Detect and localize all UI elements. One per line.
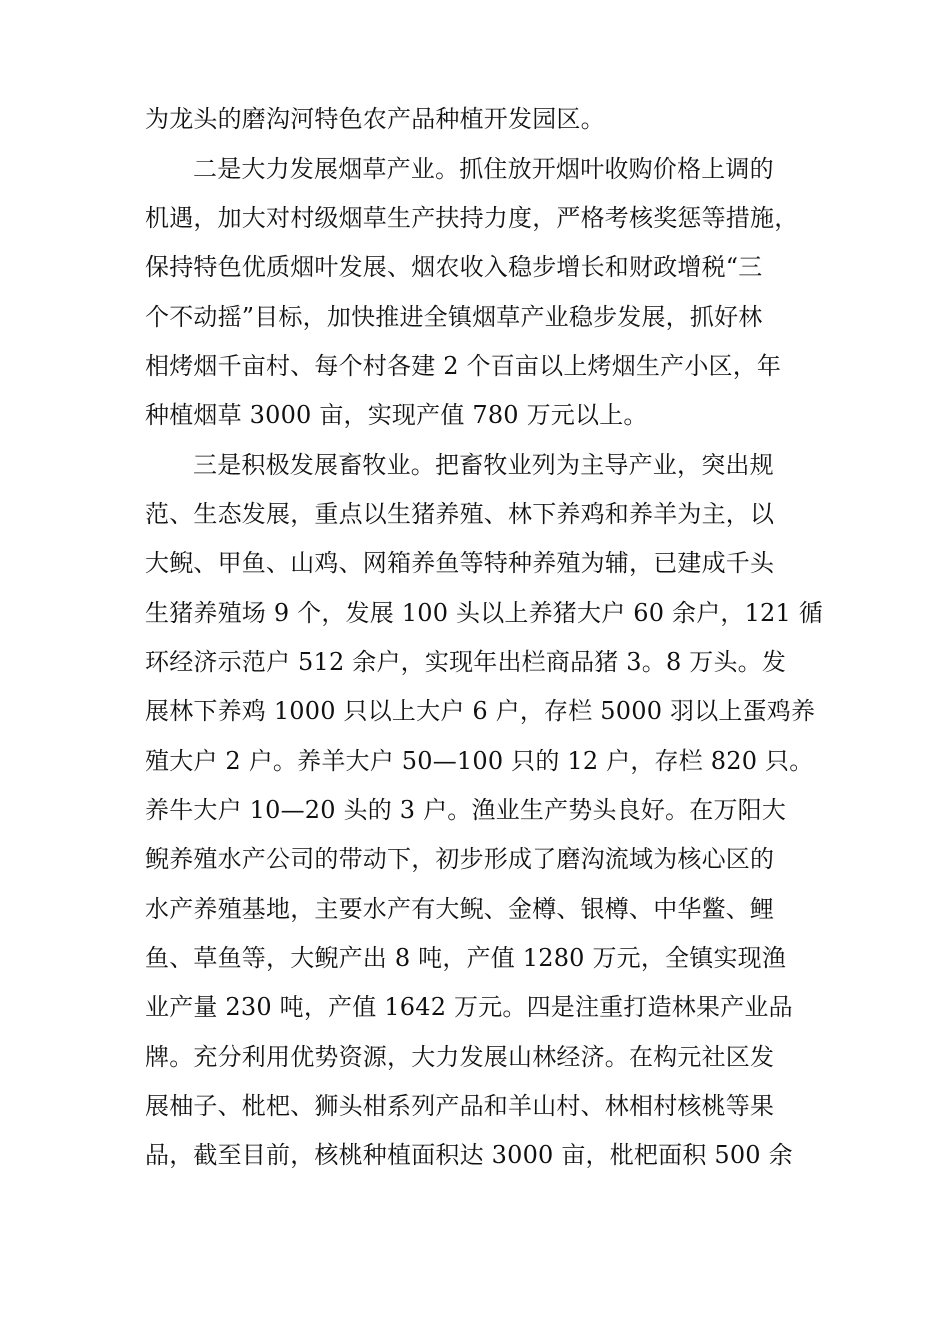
text-line-1: 为龙头的磨沟河特色农产品种植开发园区。 — [145, 105, 605, 133]
text-line-11: 生猪养殖场 9 个，发展 100 头以上养猪大户 60 余户，121 循 — [145, 599, 824, 627]
text-line-17: 水产养殖基地，主要水产有大鲵、金樽、银樽、中华鳖、鲤 — [145, 895, 775, 923]
text-line-3: 机遇，加大对村级烟草生产扶持力度，严格考核奖惩等措施， — [145, 204, 799, 232]
text-line-10: 大鲵、甲鱼、山鸡、网箱养鱼等特种养殖为辅，已建成千头 — [145, 549, 775, 577]
text-line-5: 个不动摇”目标，加快推进全镇烟草产业稳步发展，抓好林 — [145, 303, 763, 331]
text-line-6: 相烤烟千亩村、每个村各建 2 个百亩以上烤烟生产小区，年 — [145, 352, 782, 380]
text-line-19: 业产量 230 吨，产值 1642 万元。四是注重打造林果产业品 — [145, 993, 793, 1021]
text-line-20: 牌。充分利用优势资源，大力发展山林经济。在构元社区发 — [145, 1043, 775, 1071]
text-line-15: 养牛大户 10—20 头的 3 户。渔业生产势头良好。在万阳大 — [145, 796, 787, 824]
text-line-21: 展柚子、枇杷、狮头柑系列产品和羊山村、林相村核桃等果 — [145, 1092, 775, 1120]
text-line-4: 保持特色优质烟叶发展、烟农收入稳步增长和财政增税“三 — [145, 253, 763, 281]
text-line-18: 鱼、草鱼等，大鲵产出 8 吨，产值 1280 万元，全镇实现渔 — [145, 944, 787, 972]
paragraph-2-line-1: 二是大力发展烟草产业。抓住放开烟叶收购价格上调的 — [193, 155, 774, 183]
text-line-9: 范、生态发展，重点以生猪养殖、林下养鸡和养羊为主，以 — [145, 500, 775, 528]
text-line-22: 品，截至目前，核桃种植面积达 3000 亩，枇杷面积 500 余 — [145, 1141, 793, 1169]
text-line-12: 环经济示范户 512 余户，实现年出栏商品猪 3。8 万头。发 — [145, 648, 787, 676]
text-line-14: 殖大户 2 户。养羊大户 50—100 只的 12 户，存栏 820 只。 — [145, 747, 814, 775]
paragraph-3-line-1: 三是积极发展畜牧业。把畜牧业列为主导产业，突出规 — [193, 451, 774, 479]
text-line-13: 展林下养鸡 1000 只以上大户 6 户，存栏 5000 羽以上蛋鸡养 — [145, 697, 816, 725]
text-line-16: 鲵养殖水产公司的带动下，初步形成了磨沟流域为核心区的 — [145, 845, 775, 873]
text-line-7: 种植烟草 3000 亩，实现产值 780 万元以上。 — [145, 401, 648, 429]
